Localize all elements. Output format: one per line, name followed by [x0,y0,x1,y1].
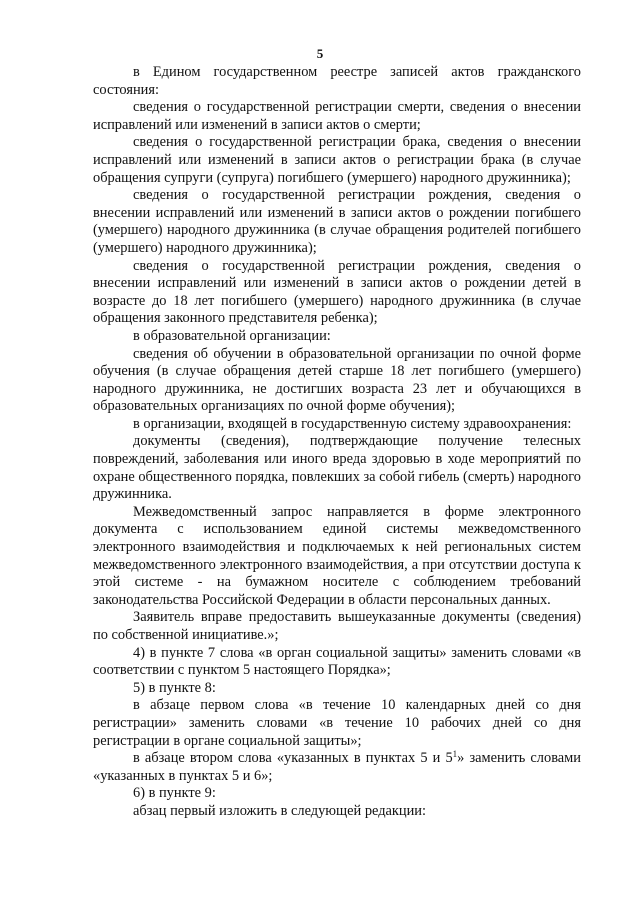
paragraph: в Едином государственном реестре записей актов гражданского состояния: [93,64,581,98]
document-body [93,64,581,821]
paragraph: сведения о государственной регистрации рождения, сведения о внесении исправлений или изменений в записи актов о рождении погибшего (умершего) народного дружинника (в случае обращения родителей погибшего (умершего) народного дружинника); [93,187,581,256]
paragraph: сведения о государственной регистрации брака, сведения о внесении исправлений или изменений в записи актов о регистрации брака (в случае обращения супруги (супруга) погибшего (умершего) народного дружинника); [93,134,581,186]
paragraph: в организации, входящей в государственную систему здравоохранения: [133,415,572,432]
paragraph: сведения о государственной регистрации рождения, сведения о внесении исправлений или изменений в записи актов о рождении детей в возрасте до 18 лет погибшего (умершего) народного дружинника (в случае обращения законного представителя ребенка); [93,257,581,327]
paragraph: сведения об обучении в образовательной организации по очной форме обучения (в случае обращения детей старше 18 лет погибшего (умершего) народного дружинника, не достигших возраста 23 лет и обучающихся в образовательных организациях по очной форме обучения); [93,345,581,415]
paragraph: 6) в пункте 9: [133,785,216,802]
paragraph: Межведомственный запрос направляется в форме электронного документа с использованием единой системы межведомственного электронного взаимодействия и подключаемых к ней региональных систем межведомственного электронного взаимодействия, а при отсутствии доступа к этой системе - на бумажном носителе с соблюдением требований законодательства Российской Федерации в области персональных данных. [93,503,581,608]
paragraph: Заявитель вправе предоставить вышеуказанные документы (сведения) по собственной инициативе.»; [93,609,581,643]
paragraph [93,750,581,785]
paragraph: документы (сведения), подтверждающие получение телесных повреждений, заболевания или иного вреда здоровью в ходе мероприятий по охране общественного порядка, повлекших за собой гибель (смерть) народного дружинника. [93,433,581,503]
paragraph: 4) в пункте 7 слова «в орган социальной защиты» заменить словами «в соответствии с пунктом 5 настоящего Порядка»; [93,644,581,679]
paragraph-text: в абзаце втором слова «указанных в пунктах 5 и 5 [133,750,453,767]
paragraph: 5) в пункте 8: [133,679,216,696]
paragraph: сведения о государственной регистрации смерти, сведения о внесении исправлений или изменений в записи актов о смерти; [93,99,581,133]
paragraph: в абзаце первом слова «в течение 10 календарных дней со дня регистрации» заменить словами «в течение 10 рабочих дней со дня регистрации в органе социальной защиты»; [93,697,581,749]
page-number: 5 [316,46,324,61]
paragraph: в образовательной организации: [133,327,331,344]
paragraph-text: » заменить словами «указанных в пунктах 5 и 6»; [93,750,581,784]
paragraph: абзац первый изложить в следующей редакции: [133,802,427,819]
superscript: 1 [452,749,458,760]
